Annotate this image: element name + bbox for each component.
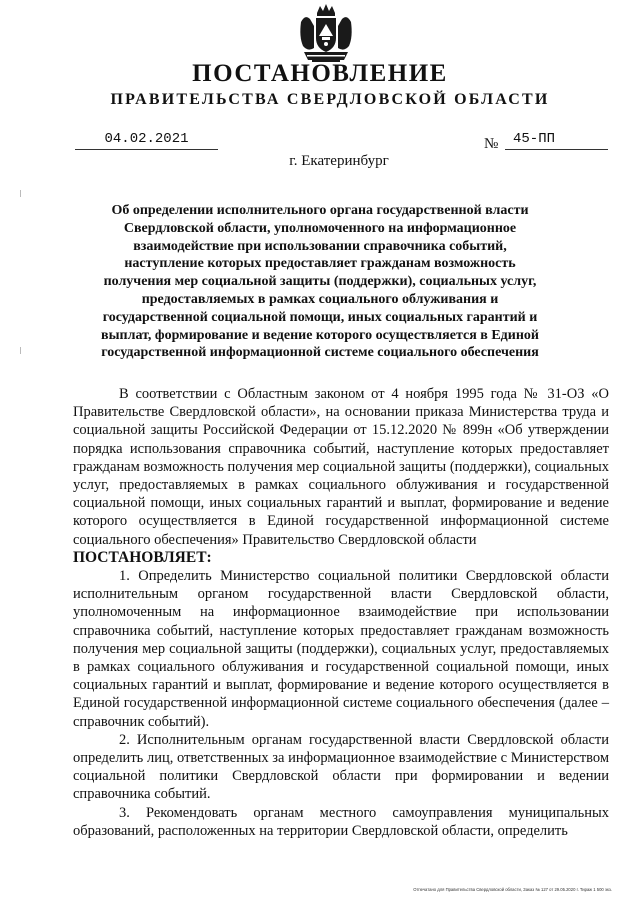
number-sign: № [484, 136, 499, 152]
document-number: 45-ПП [505, 131, 608, 150]
city: г. Екатеринбург [289, 153, 389, 169]
clause-3: 3. Рекомендовать органам местного самоуправления муниципальных образований, расположенных на территории Свердловской области, определить [73, 804, 609, 839]
decree-heading: ПОСТАНОВЛЯЕТ: [73, 548, 212, 566]
issuing-authority: ПРАВИТЕЛЬСТВА СВЕРДЛОВСКОЙ ОБЛАСТИ [110, 91, 550, 108]
margin-mark [20, 347, 21, 354]
document-type: ПОСТАНОВЛЕНИЕ [192, 60, 448, 87]
document-title: Об определении исполнительного органа государственной власти Свердловской области, уполномоченного на информационное взаимодействие при использовании справочника событий, наступление которых предоставляет гражданам возможность получения мер социальной защиты (поддержки), социальных услуг, предоставляемых в рамках социального облуживания и государственной социальной помощи, иных социальных гарантий и выплат, формирование и ведение которого осуществляется в Единой государственной информационной системе социального обеспечения [101, 203, 539, 361]
clause-1: 1. Определить Министерство социальной политики Свердловской области исполнительным органом государственной власти Свердловской области, уполномоченным на информационное взаимодействие при использовании справочника событий, наступление которых предоставляет гражданам возможность получения мер социальной защиты (поддержки), социальных услуг, предоставляемых в рамках социального облуживания и государственной социальной помощи, иных социальных гарантий и выплат, формирование и ведение которого осуществляется в Единой государственной информационной системе социального обеспечения (далее – справочник событий). [73, 568, 609, 730]
document-body [73, 385, 609, 840]
clause-2: 2. Исполнительным органам государственной власти Свердловской области определить лиц, ответственных за информационное взаимодействие с Министерством социальной политики Свердловской области при формировании и ведении справочника событий. [73, 731, 609, 803]
preamble: В соответствии с Областным законом от 4 ноября 1995 года № 31-ОЗ «О Правительстве Свердловской области», на основании приказа Министерства труда и социальной защиты Российской Федерации от 15.12.2020 № 899н «Об утверждении порядка использования справочника событий, наступление которых предоставляет гражданам возможность получения мер социальной защиты (поддержки), социальных услуг, предоставляемых в рамках социального облуживания и государственной социальной помощи, иных социальных гарантий и выплат, формирование и ведение которого осуществляется в Единой государственной информационной системе социального обеспечения» Правительство Свердловской области [73, 386, 609, 548]
coat-of-arms-icon [298, 4, 354, 64]
document-date: 04.02.2021 [75, 131, 218, 150]
print-footer: Отпечатано для Правительства Свердловской области, Заказ № 127 от 29.05.2020 г. Тираж 1 500 экз. [413, 887, 612, 892]
margin-mark [20, 190, 21, 197]
